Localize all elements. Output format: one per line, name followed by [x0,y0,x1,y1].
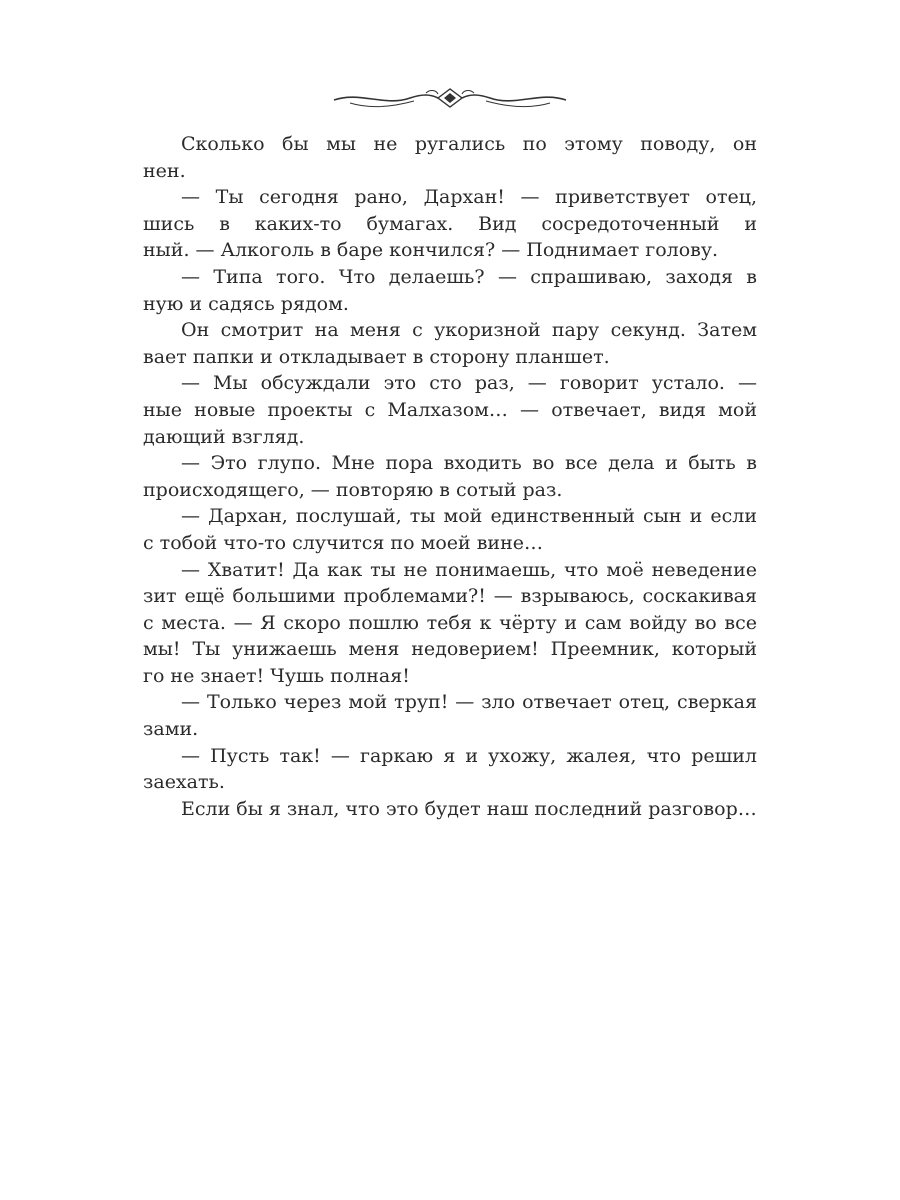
text-line: дающий взгляд. [143,425,305,448]
text-line: — Типа того. Что делаешь? — спрашиваю, заходя в [181,265,757,288]
text-line: зами. [143,718,199,741]
text-line: ную и садясь рядом. [143,292,349,315]
text-line: — Пусть так! — гаркаю я и ухожу, жалея, что решил [181,744,757,767]
text-line: Сколько бы мы не ругались по этому поводу, он [181,133,757,155]
text-line: ные новые проекты с Малхазом… — отвечает, видя мой [143,398,757,421]
text-line: — Хватит! Да как ты не понимаешь, что моё неведение [181,558,757,581]
text-line: вает папки и откладывает в сторону планшет. [143,345,610,368]
text-line: зит ещё большими проблемами?! — взрываюсь, соскакивая [143,585,757,608]
text-line: с места. — Я скоро пошлю тебя к чёрту и сам войду во все [143,611,757,634]
text-line: — Мы обсуждали это сто раз, — говорит устало. — [181,372,757,395]
text-line: мы! Ты унижаешь меня недоверием! Преемник, который [143,638,757,661]
text-line: шись в каких-то бумагах. Вид сосредоточенный и [143,212,757,235]
text-line: Если бы я знал, что это будет наш последний разговор… [181,797,757,820]
text-line: го не знает! Чушь полная! [143,664,410,687]
text-line: — Ты сегодня рано, Дархан! — приветствует отец, [181,186,757,209]
text-line: с тобой что-то случится по моей вине… [143,531,544,554]
text-line: — Это глупо. Мне пора входить во все дела и быть в [181,452,757,475]
text-line: происходящего, — повторяю в сотый раз. [143,478,563,501]
text-line: нен. [143,159,186,182]
decorative-flourish-icon [330,85,570,111]
text-line: ный. — Алкоголь в баре кончился? — Поднимает голову. [143,239,719,262]
text-line: Он смотрит на меня с укоризной пару секунд. Затем [181,319,757,342]
text-line: заехать. [143,771,225,794]
text-line: — Только через мой труп! — зло отвечает отец, сверкая [181,691,757,714]
body-text [143,131,757,822]
text-line: — Дархан, послушай, ты мой единственный сын и если [181,505,757,528]
